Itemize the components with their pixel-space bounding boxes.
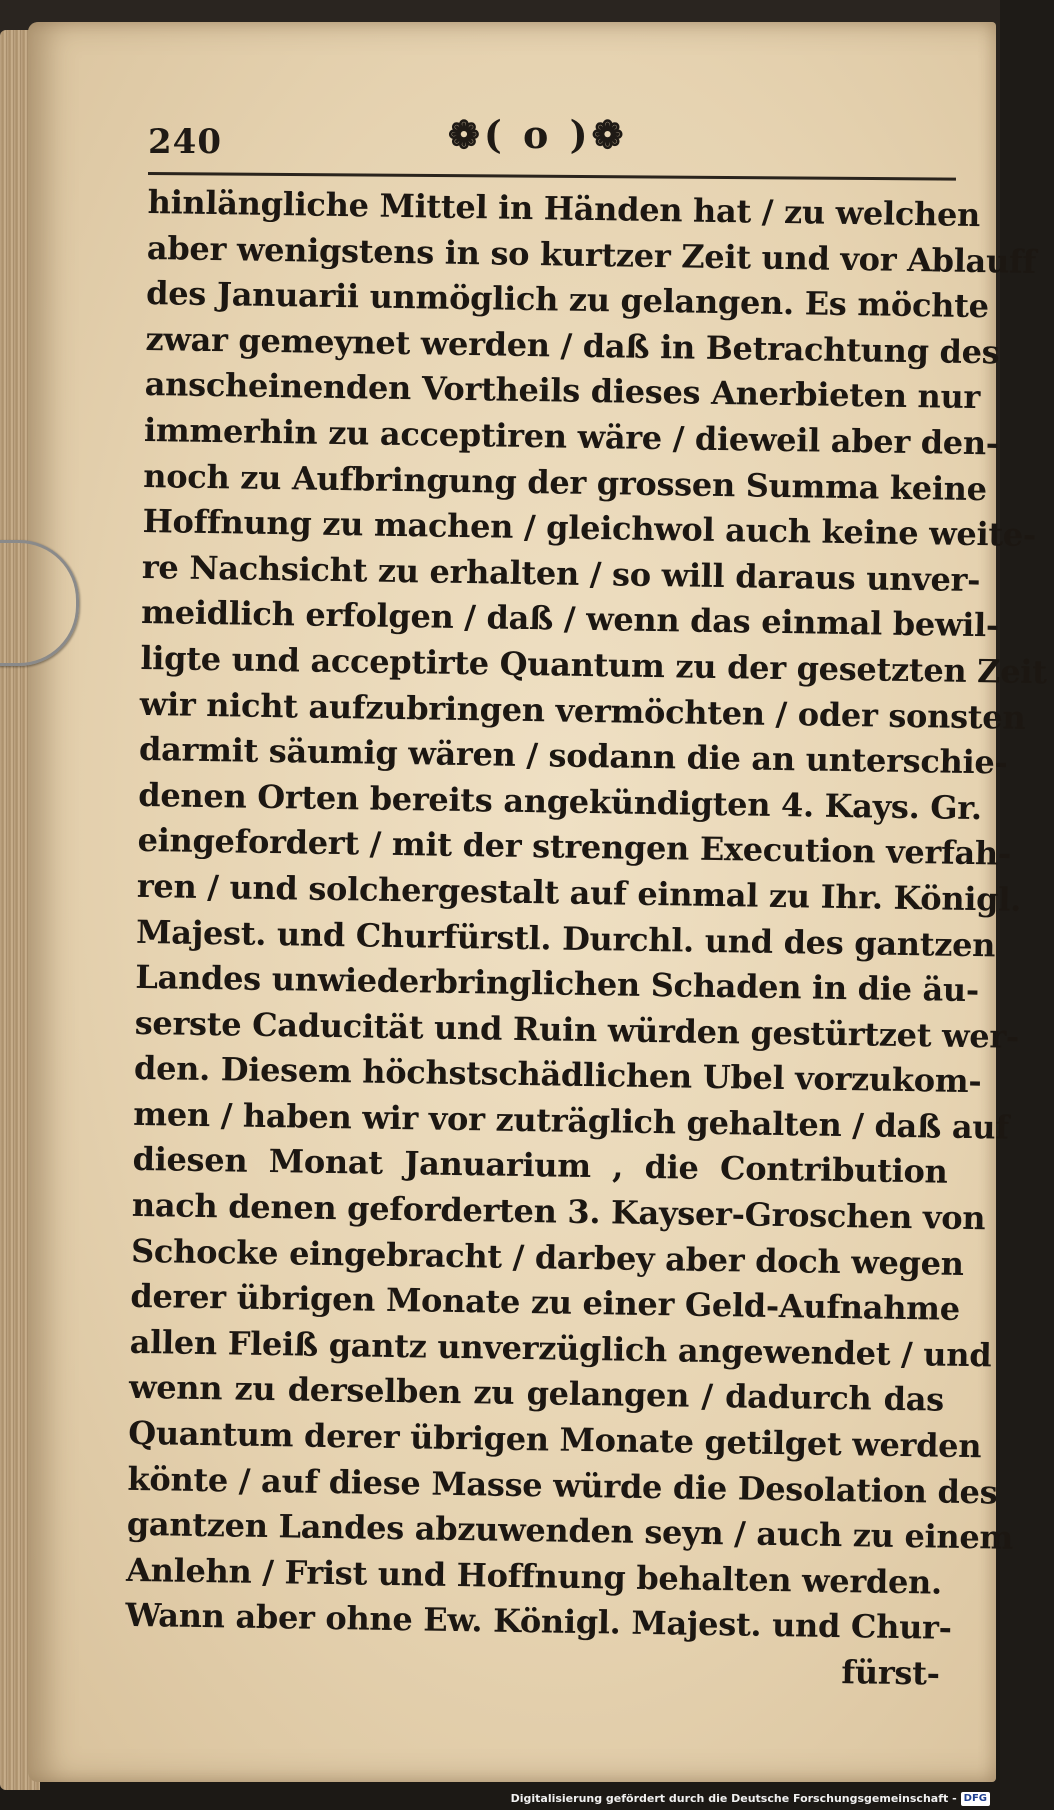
- text-line: Schocke eingebracht / darbey aber doch wegen: [130, 1231, 964, 1283]
- text-line: derer übrigen Monate zu einer Geld-Aufnahme: [130, 1277, 961, 1329]
- text-line: wenn zu derselben zu gelangen / dadurch das: [128, 1368, 945, 1420]
- text-line: anscheinenden Vortheils dieses Anerbieten nur: [144, 365, 981, 417]
- text-line: ligte und acceptirte Quantum zu der gesetzten Zeit: [140, 638, 1047, 692]
- text-line: ren / und solchergestalt auf einmal zu Ihr. Königl.: [136, 866, 1022, 919]
- text-line: allen Fleiß gantz unverzüglich angewendet / und: [129, 1322, 992, 1375]
- dfg-logo: DFG: [961, 1792, 990, 1806]
- text-line: eingefordert / mit der strengen Execution verfah-: [137, 821, 1012, 873]
- text-line: nach denen geforderten 3. Kayser-Groschen von: [131, 1185, 986, 1238]
- text-line: darmit säumig wären / sodann die an unterschie-: [138, 730, 1008, 782]
- text-line: denen Orten bereits angekündigten 4. Kays. Gr.: [138, 775, 983, 827]
- text-line: men / haben wir vor zuträglich gehalten / daß auf: [133, 1094, 1010, 1147]
- credit-text: Digitalisierung gefördert durch die Deutsche Forschungsgemeinschaft -: [510, 1792, 957, 1805]
- text-line: Hoffnung zu machen / gleichwol auch keine weite-: [142, 502, 1037, 555]
- header-ornament: ❁( o )❁: [448, 112, 628, 157]
- text-line: könte / auf diese Masse würde die Desolation des: [127, 1459, 998, 1512]
- catchword: fürst-: [841, 1653, 940, 1693]
- text-line: serste Caducität und Ruin würden gestürtzet wer-: [134, 1003, 1020, 1056]
- text-line: zwar gemeynet werden / daß in Betrachtung des: [145, 319, 1000, 372]
- text-line: immerhin zu acceptiren wäre / dieweil aber den-: [143, 410, 1000, 463]
- text-line: gantzen Landes abzuwenden seyn / auch zu einem: [126, 1505, 1014, 1557]
- body-text: [124, 180, 1047, 1697]
- text-line: meidlich erfolgen / daß / wenn das einmal bewil-: [140, 593, 1000, 645]
- text-line: re Nachsicht zu erhalten / so will daraus unver-: [141, 547, 981, 599]
- text-line: Anlehn / Frist und Hoffnung behalten werden.: [125, 1550, 943, 1602]
- text-line: diesen Monat Januarium , die Contribution: [132, 1140, 948, 1192]
- page-number: 240: [148, 122, 222, 162]
- text-line: hinlängliche Mittel in Händen hat / zu welchen: [147, 182, 981, 235]
- text-line: Majest. und Churfürstl. Durchl. und des gantzen: [135, 912, 996, 964]
- text-line: Wann aber ohne Ew. Königl. Majest. und Chur-: [125, 1596, 952, 1648]
- text-line: des Januarii unmöglich zu gelangen. Es möchte: [145, 274, 989, 326]
- text-line: wir nicht aufzubringen vermöchten / oder sonsten: [139, 684, 1026, 737]
- text-line: Landes unwiederbringlichen Schaden in die äu-: [135, 957, 980, 1010]
- text-line: den. Diesem höchstschädlichen Ubel vorzukom-: [133, 1049, 982, 1101]
- digitization-credit: [511, 1788, 990, 1810]
- text-line: aber wenigstens in so kurtzer Zeit und vor Ablauff: [146, 228, 1037, 281]
- text-line: Quantum derer übrigen Monate getilget werden: [128, 1413, 982, 1466]
- text-line: noch zu Aufbringung der grossen Summa keine: [143, 456, 988, 508]
